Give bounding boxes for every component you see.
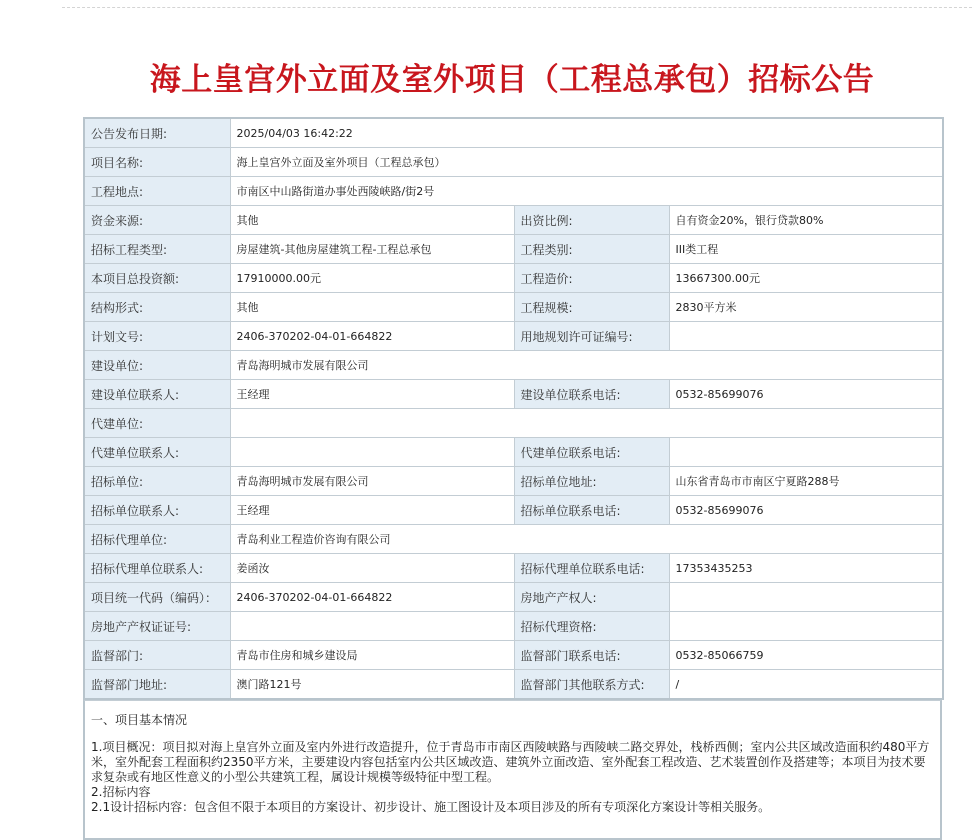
field-value: /: [669, 670, 943, 700]
field-label: 招标代理资格:: [514, 612, 669, 641]
field-label: 本项目总投资额:: [84, 264, 230, 293]
field-value: 17353435253: [669, 554, 943, 583]
field-label: 出资比例:: [514, 206, 669, 235]
field-value: 自有资金20%，银行贷款80%: [669, 206, 943, 235]
field-value: 青岛市住房和城乡建设局: [230, 641, 514, 670]
field-label: 项目统一代码（编码）：: [84, 583, 230, 612]
info-row: [84, 148, 943, 177]
field-label: 招标代理单位:: [84, 525, 230, 554]
info-row: [84, 438, 943, 467]
field-label: 招标单位地址:: [514, 467, 669, 496]
field-label: 招标代理单位联系电话:: [514, 554, 669, 583]
field-value: 2406-370202-04-01-664822: [230, 322, 514, 351]
field-value: 0532-85699076: [669, 496, 943, 525]
top-divider: [62, 7, 972, 8]
field-value: 澳门路121号: [230, 670, 514, 700]
info-row: [84, 641, 943, 670]
field-value: 海上皇宫外立面及室外项目（工程总承包）: [230, 148, 943, 177]
info-row: [84, 612, 943, 641]
field-value: [669, 583, 943, 612]
field-label: 资金来源:: [84, 206, 230, 235]
field-label: 工程造价:: [514, 264, 669, 293]
field-label: 用地规划许可证编号:: [514, 322, 669, 351]
info-row: [84, 118, 943, 148]
field-label: 计划文号:: [84, 322, 230, 351]
field-label: 公告发布日期:: [84, 118, 230, 148]
info-row: [84, 177, 943, 206]
field-label: 建设单位联系电话:: [514, 380, 669, 409]
field-value: 2406-370202-04-01-664822: [230, 583, 514, 612]
field-label: 建设单位联系人:: [84, 380, 230, 409]
info-row: [84, 670, 943, 700]
field-label: 建设单位:: [84, 351, 230, 380]
field-label: 招标单位联系人:: [84, 496, 230, 525]
field-value: 13667300.00元: [669, 264, 943, 293]
field-value: 房屋建筑-其他房屋建筑工程-工程总承包: [230, 235, 514, 264]
announcement-info-table: [83, 117, 944, 700]
info-row: [84, 380, 943, 409]
field-value: 市南区中山路街道办事处西陵峡路/街2号: [230, 177, 943, 206]
field-label: 房地产产权人:: [514, 583, 669, 612]
field-label: 招标单位:: [84, 467, 230, 496]
project-overview-paragraph: 1.项目概况：项目拟对海上皇宫外立面及室内外进行改造提升，位于青岛市市南区西陵峡路与西陵峡二路交界处，栈桥西侧；室内公共区域改造面积约480平方米，室外配套工程面积约2350平方米，主要建设内容包括室内公共区域改造、建筑外立面改造、室外配套工程改造、艺术装置创作及搭建等；本项目为技术要求复杂或有地区性意义的小型公共建筑工程，属设计规模等级特征中型工程。: [91, 740, 930, 784]
field-value: [669, 322, 943, 351]
info-row: [84, 525, 943, 554]
page-title: 海上皇宫外立面及室外项目（工程总承包）招标公告: [149, 62, 875, 98]
info-row: [84, 467, 943, 496]
field-label: 工程类别:: [514, 235, 669, 264]
field-value: 王经理: [230, 496, 514, 525]
info-row: [84, 264, 943, 293]
design-bid-content-paragraph: 2.1设计招标内容：包含但不限于本项目的方案设计、初步设计、施工图设计及本项目涉及的所有专项深化方案设计等相关服务。: [91, 800, 771, 814]
field-value: 0532-85066759: [669, 641, 943, 670]
info-row: [84, 235, 943, 264]
field-label: 项目名称:: [84, 148, 230, 177]
field-label: 监督部门地址:: [84, 670, 230, 700]
field-label: 监督部门联系电话:: [514, 641, 669, 670]
field-value: 青岛利业工程造价咨询有限公司: [230, 525, 943, 554]
section-heading: 一、项目基本情况: [91, 713, 188, 727]
field-value: [669, 438, 943, 467]
bid-content-heading: 2.招标内容: [91, 785, 151, 799]
info-row: [84, 496, 943, 525]
field-label: 招标工程类型:: [84, 235, 230, 264]
info-row: [84, 322, 943, 351]
field-value: [230, 612, 514, 641]
field-label: 代建单位联系电话:: [514, 438, 669, 467]
field-label: 代建单位:: [84, 409, 230, 438]
field-value: 2025/04/03 16:42:22: [230, 118, 943, 148]
field-value: 姜函汝: [230, 554, 514, 583]
info-row: [84, 293, 943, 322]
field-value: III类工程: [669, 235, 943, 264]
field-value: [230, 438, 514, 467]
field-label: 房地产产权证证号:: [84, 612, 230, 641]
field-label: 招标单位联系电话:: [514, 496, 669, 525]
field-value: [230, 409, 943, 438]
field-label: 代建单位联系人:: [84, 438, 230, 467]
info-row: [84, 206, 943, 235]
field-value: 17910000.00元: [230, 264, 514, 293]
field-label: 工程规模:: [514, 293, 669, 322]
field-label: 监督部门:: [84, 641, 230, 670]
field-value: 其他: [230, 293, 514, 322]
field-value: 0532-85699076: [669, 380, 943, 409]
field-label: 监督部门其他联系方式:: [514, 670, 669, 700]
field-label: 工程地点:: [84, 177, 230, 206]
info-row: [84, 351, 943, 380]
info-row: [84, 409, 943, 438]
field-value: 王经理: [230, 380, 514, 409]
field-value: 青岛海明城市发展有限公司: [230, 351, 943, 380]
field-label: 招标代理单位联系人:: [84, 554, 230, 583]
field-value: 2830平方米: [669, 293, 943, 322]
field-value: 山东省青岛市市南区宁夏路288号: [669, 467, 943, 496]
project-description: [83, 700, 942, 840]
info-row: [84, 554, 943, 583]
field-label: 结构形式:: [84, 293, 230, 322]
field-value: [669, 612, 943, 641]
field-value: 其他: [230, 206, 514, 235]
field-value: 青岛海明城市发展有限公司: [230, 467, 514, 496]
info-row: [84, 583, 943, 612]
